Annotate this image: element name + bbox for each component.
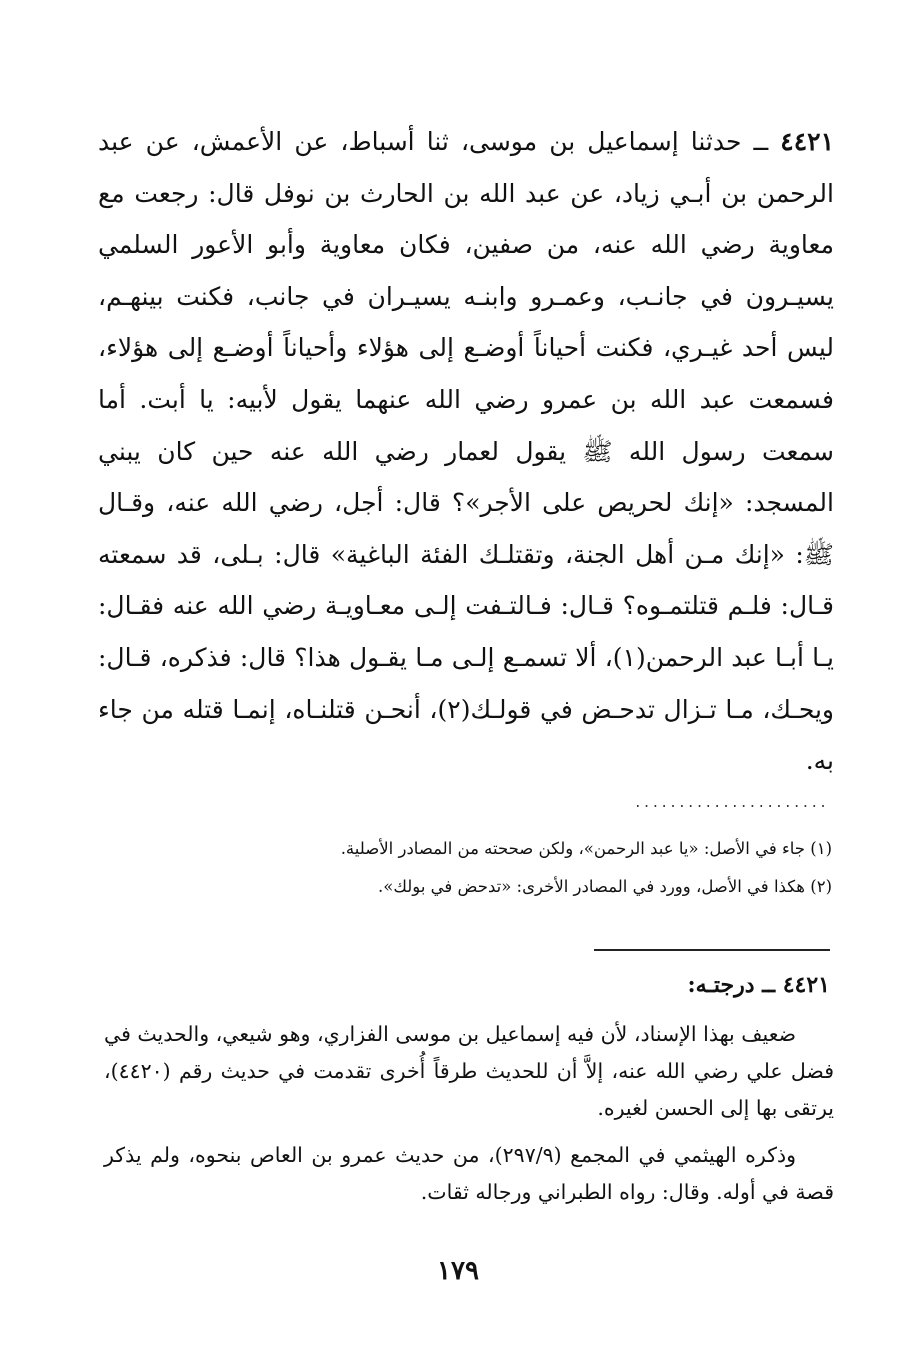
footnote-2: (٢) هكذا في الأصل، وورد في المصادر الأخرى: «تدحض في بولك».	[378, 877, 832, 896]
section-divider	[594, 949, 830, 951]
footnote-1: (١) جاء في الأصل: «يا عبد الرحمن»، ولكن صححته من المصادر الأصلية.	[340, 839, 832, 858]
footnote-separator: ......................	[633, 796, 828, 810]
grading-heading: ٤٤٢١ ــ درجتـه:	[687, 972, 830, 998]
grading-text	[104, 1016, 834, 1211]
grading-paragraph-1: ضعيف بهذا الإسناد، لأن فيه إسماعيل بن موسى الفزاري، وهو شيعي، والحديث في فضل علي رضي الله عنه، إلاَّ أن للحديث طرقاً أُخرى تقدمت في حديث رقم (٤٤٢٠)، يرتقى بها إلى الحسن لغيره.	[104, 1022, 834, 1120]
grading-paragraph-2: وذكره الهيثمي في المجمع (٢٩٧/٩)، من حديث عمرو بن العاص بنحوه، ولم يذكر قصة في أوله. وقال: رواه الطبراني ورجاله ثقات.	[104, 1143, 834, 1204]
hadith-number: ٤٤٢١	[780, 127, 834, 156]
footnotes	[200, 830, 832, 906]
hadith-text	[98, 116, 834, 787]
hadith-body: ــ حدثنا إسماعيل بن موسى، ثنا أسباط، عن الأعمش، عن عبد الرحمن بن أبـي زياد، عن عبد الله بن الحارث بن نوفل قال: رجعت مع معاوية رضي الله عنه، من صفين، فكان معاوية وأبو الأعور السلمي يسيـرون في جانـب، وعمـرو وابنـه يسيـران في جانب، فكنت بينهـم، ليس أحد غيـري، فكنت أحياناً أوضـع إلى هؤلاء وأحياناً أوضـع إلى هؤلاء، فسمعت عبد الله بن عمرو رضي الله عنهما يقول لأبيه: يا أبت. أما سمعت رسول الله ﷺ يقول لعمار رضي الله عنه حين كان يبني المسجد: «إنك لحريص على الأجر»؟ قال: أجل، رضي الله عنه، وقـال ﷺ: «إنك مـن أهل الجنة، وتقتلـك الفئة الباغية» قال: بـلى، قد سمعته قـال: فلـم قتلتمـوه؟ قـال: فـالتـفت إلـى معـاويـة رضي الله عنه فقـال: يـا أبـا عبد الرحمن(١)، ألا تسمـع إلـى مـا يقـول هذا؟ قال: فذكره، قـال: ويحـك، مـا تـزال تدحـض في قولـك(٢)، أنحـن قتلنـاه، إنمـا قتله من جاء به.	[98, 127, 835, 776]
page-number: ١٧٩	[437, 1256, 479, 1286]
